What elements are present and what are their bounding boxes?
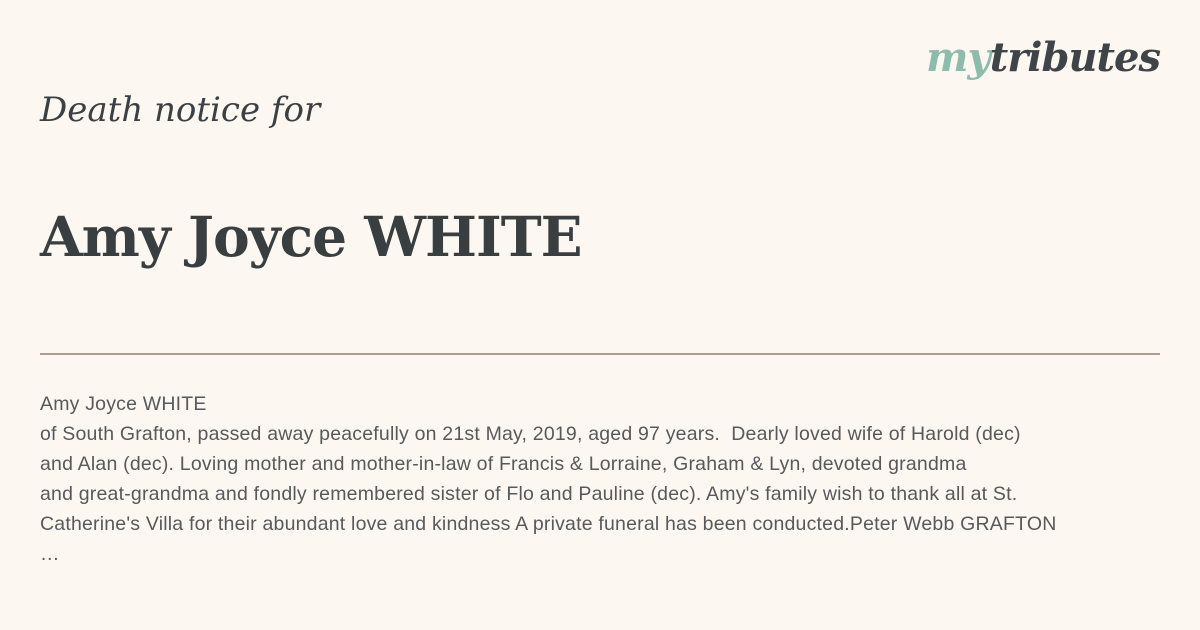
- divider: [40, 353, 1160, 355]
- notice-body: [40, 389, 1180, 569]
- notice-line: of South Grafton, passed away peacefully on 21st May, 2019, aged 97 years. Dearly loved wife of Harold (dec): [40, 423, 1021, 445]
- mytributes-logo: [926, 34, 1160, 82]
- page-title: Amy Joyce WHITE: [40, 204, 582, 269]
- notice-line: and Alan (dec). Loving mother and mother-in-law of Francis & Lorraine, Graham & Lyn, devoted grandma: [40, 453, 967, 475]
- notice-line: Amy Joyce WHITE: [40, 393, 207, 415]
- notice-line: Catherine's Villa for their abundant love and kindness A private funeral has been conducted.Peter Webb GRAFTON: [40, 513, 1057, 535]
- logo-my: my: [926, 34, 990, 81]
- notice-ellipsis: …: [40, 543, 60, 565]
- logo-tributes: tributes: [989, 34, 1160, 81]
- kicker-death-notice-for: Death notice for: [40, 90, 321, 130]
- notice-line: and great-grandma and fondly remembered sister of Flo and Pauline (dec). Amy's family wish to thank all at St.: [40, 483, 1018, 505]
